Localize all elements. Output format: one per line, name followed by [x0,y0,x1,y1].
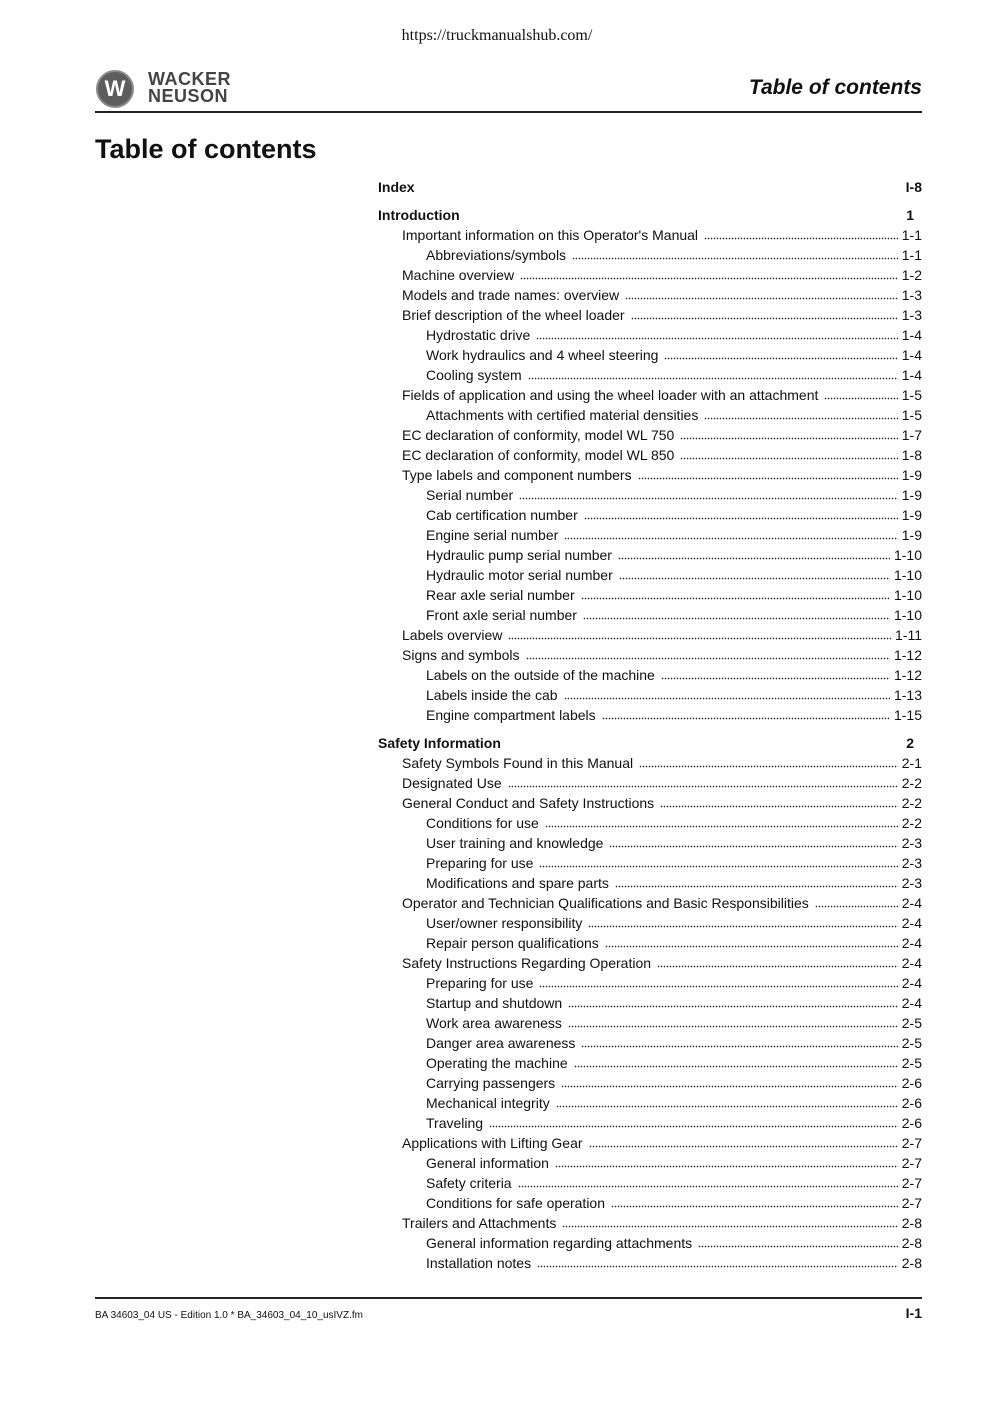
toc-entry-label: User/owner responsibility [426,915,583,931]
toc-entry[interactable] [426,932,922,952]
toc-entry-label: Brief description of the wheel loader [402,307,625,323]
toc-entry-page: 2-5 [901,1055,922,1071]
footer-page-number: I-1 [905,1305,922,1321]
logo-mark-icon [96,70,134,108]
toc-dot-leader [680,456,897,460]
toc-entry[interactable] [426,1052,922,1072]
toc-entry-page: 2-2 [901,775,922,791]
toc-entry[interactable] [426,812,922,832]
toc-dot-leader [584,516,898,520]
toc-entry-page: 2-4 [901,955,922,971]
toc-dot-leader [581,596,890,600]
toc-dot-leader [561,1084,898,1088]
toc-dot-leader [562,1224,897,1228]
toc-entry-label: Signs and symbols [402,647,520,663]
toc-entry-label: Index [378,179,415,195]
toc-entry[interactable] [426,544,922,564]
toc-entry[interactable] [426,1072,922,1092]
toc-entry-label: Preparing for use [426,855,534,871]
toc-entry-page: 1-3 [901,307,922,323]
toc-entry-label: Hydraulic pump serial number [426,547,612,563]
toc-entry-label: Hydraulic motor serial number [426,567,613,583]
toc-dot-leader [680,436,897,440]
toc-entry-label: Modifications and spare parts [426,875,609,891]
toc-entry[interactable] [426,1152,922,1172]
footer-document-id: BA 34603_04 US - Edition 1.0 * BA_34603_04_10_usIVZ.fm [95,1310,363,1321]
toc-entry-page: 1-1 [901,227,922,243]
toc-entry-page: 1-3 [901,287,922,303]
toc-dot-leader [588,924,897,928]
toc-entry-label: Safety Instructions Regarding Operation [402,955,652,971]
toc-entry[interactable] [402,792,922,812]
toc-entry-page: 2-5 [901,1015,922,1031]
toc-entry-label: Operating the machine [426,1055,568,1071]
toc-entry-page: 2-7 [901,1195,922,1211]
toc-dot-leader [657,964,898,968]
toc-entry-label: Work area awareness [426,1015,562,1031]
toc-entry[interactable] [402,384,922,404]
toc-dot-leader [536,336,898,340]
toc-entry-label: Safety Information [378,735,501,751]
toc-entry-page: 2-1 [901,755,922,771]
toc-entry-page: 2-8 [901,1235,922,1251]
toc-entry-page: 1-9 [901,487,922,503]
toc-entry-page: 2-4 [901,895,922,911]
toc-entry-label: Trailers and Attachments [402,1215,557,1231]
toc-dot-leader [625,296,898,300]
toc-entry-label: Carrying passengers [426,1075,556,1091]
toc-entry-label: Front axle serial number [426,607,577,623]
toc-entry-page: 1-5 [901,387,922,403]
toc-entry-label: Serial number [426,487,514,503]
toc-entry[interactable] [426,664,922,684]
toc-entry[interactable] [426,564,922,584]
toc-entry-label: General information [426,1155,549,1171]
toc-dot-leader [611,1204,898,1208]
toc-dot-leader [568,1024,898,1028]
toc-entry-page: I-8 [905,179,922,195]
toc-dot-leader [704,236,898,240]
toc-entry[interactable] [402,264,922,284]
header-divider [95,111,922,113]
toc-entry-page: 1-1 [901,247,922,263]
toc-entry[interactable] [402,772,922,792]
toc-entry-label: Fields of application and using the wheel loader with an attachment [402,387,819,403]
toc-dot-leader [568,1004,898,1008]
toc-dot-leader [638,476,898,480]
toc-entry[interactable] [426,852,922,872]
toc-entry-page: 2-7 [901,1155,922,1171]
toc-entry[interactable] [402,624,922,644]
toc-dot-leader [528,376,898,380]
toc-chapter-entry[interactable] [378,176,922,196]
toc-entry-page: 2-3 [901,835,922,851]
toc-entry-page: 2-6 [901,1075,922,1091]
toc-entry[interactable] [402,304,922,324]
toc-entry-page: 1-12 [893,647,922,663]
toc-entry-label: Models and trade names: overview [402,287,620,303]
toc-entry[interactable] [426,484,922,504]
toc-entry[interactable] [426,684,922,704]
toc-entry-page: 1-9 [901,467,922,483]
toc-dot-leader [661,676,890,680]
toc-entry-page: 1-15 [893,707,922,723]
toc-entry[interactable] [426,364,922,384]
toc-chapter-entry[interactable] [378,204,922,224]
logo-line-1: WACKER [148,69,231,89]
toc-entry[interactable] [426,912,922,932]
toc-entry-label: Repair person qualifications [426,935,599,951]
toc-entry[interactable] [402,752,922,772]
toc-dot-leader [609,844,897,848]
toc-entry-page: 1-7 [901,427,922,443]
toc-dot-leader [581,1044,897,1048]
toc-entry-page: 1-5 [901,407,922,423]
toc-entry[interactable] [426,244,922,264]
toc-entry[interactable] [426,872,922,892]
toc-entry-label: Work hydraulics and 4 wheel steering [426,347,659,363]
logo-wordmark [148,71,231,105]
toc-entry[interactable] [426,504,922,524]
toc-entry[interactable] [402,464,922,484]
toc-entry[interactable] [402,224,922,244]
toc-dot-leader [631,316,898,320]
toc-entry-label: General Conduct and Safety Instructions [402,795,655,811]
toc-dot-leader [605,944,898,948]
toc-entry-page: 2 [906,735,914,751]
toc-entry-page: 2-5 [901,1035,922,1051]
toc-entry-label: Applications with Lifting Gear [402,1135,583,1151]
toc-entry-label: Cooling system [426,367,522,383]
toc-dot-leader [583,616,890,620]
toc-dot-leader [660,804,898,808]
toc-entry-label: Preparing for use [426,975,534,991]
toc-dot-leader [537,1264,898,1268]
toc-dot-leader [508,784,898,788]
toc-dot-leader [704,416,897,420]
toc-entry-label: EC declaration of conformity, model WL 750 [402,427,675,443]
toc-dot-leader [698,1244,898,1248]
toc-entry-page: 2-8 [901,1255,922,1271]
toc-dot-leader [564,536,897,540]
toc-entry-label: Attachments with certified material densities [426,407,699,423]
toc-dot-leader [545,824,898,828]
toc-entry-page: 2-7 [901,1135,922,1151]
logo-mark-letter: W [104,76,126,101]
wacker-neuson-logo [96,70,246,112]
toc-entry[interactable] [426,324,922,344]
toc-dot-leader [602,716,890,720]
toc-entry[interactable] [426,972,922,992]
toc-entry-label: Conditions for use [426,815,539,831]
toc-entry[interactable] [426,1192,922,1212]
toc-entry[interactable] [426,1092,922,1112]
toc-dot-leader [556,1104,898,1108]
toc-entry[interactable] [426,404,922,424]
toc-entry-label: Cab certification number [426,507,578,523]
toc-entry-page: 1 [906,207,914,223]
toc-entry[interactable] [426,1252,922,1272]
toc-entry-page: 1-4 [901,327,922,343]
toc-entry[interactable] [426,524,922,544]
toc-entry[interactable] [426,832,922,852]
toc-dot-leader [619,576,890,580]
toc-dot-leader [615,884,898,888]
toc-dot-leader [824,396,897,400]
toc-entry-label: EC declaration of conformity, model WL 850 [402,447,675,463]
toc-entry[interactable] [426,1112,922,1132]
toc-entry[interactable] [402,644,922,664]
toc-entry[interactable] [426,704,922,724]
toc-dot-leader [519,496,898,500]
logo-line-2: NEUSON [148,86,229,106]
toc-entry-label: User training and knowledge [426,835,604,851]
toc-entry-label: Operator and Technician Qualifications and Basic Responsibilities [402,895,809,911]
toc-entry-page: 1-10 [893,547,922,563]
toc-entry[interactable] [402,284,922,304]
toc-entry-label: Installation notes [426,1255,532,1271]
toc-entry-page: 1-8 [901,447,922,463]
toc-dot-leader [520,276,898,280]
toc-entry-label: Designated Use [402,775,502,791]
toc-entry-label: Important information on this Operator's Manual [402,227,699,243]
toc-entry-page: 2-3 [901,875,922,891]
toc-entry-page: 1-9 [901,507,922,523]
toc-entry-page: 2-4 [901,915,922,931]
toc-entry-page: 2-4 [901,935,922,951]
toc-entry[interactable] [426,604,922,624]
toc-entry[interactable] [402,1132,922,1152]
toc-dot-leader [539,864,897,868]
toc-entry-label: Labels inside the cab [426,687,558,703]
toc-entry-page: 1-12 [893,667,922,683]
toc-entry-label: Traveling [426,1115,484,1131]
toc-entry-page: 2-6 [901,1095,922,1111]
toc-entry-label: Labels overview [402,627,503,643]
toc-entry-page: 2-2 [901,795,922,811]
toc-entry-label: Labels on the outside of the machine [426,667,655,683]
toc-dot-leader [539,984,897,988]
toc-entry-label: Machine overview [402,267,515,283]
toc-entry-page: 2-8 [901,1215,922,1231]
toc-chapter-entry[interactable] [378,732,922,752]
toc-dot-leader [815,904,898,908]
toc-dot-leader [639,764,898,768]
toc-dot-leader [555,1164,898,1168]
toc-entry-label: Conditions for safe operation [426,1195,605,1211]
toc-entry-page: 2-2 [901,815,922,831]
toc-entry-page: 2-4 [901,975,922,991]
toc-entry[interactable] [426,584,922,604]
toc-entry[interactable] [426,992,922,1012]
toc-entry-page: 1-11 [895,627,922,643]
toc-entry-label: Danger area awareness [426,1035,576,1051]
toc-dot-leader [572,256,898,260]
toc-entry-page: 2-4 [901,995,922,1011]
toc-dot-leader [664,356,897,360]
toc-entry-label: General information regarding attachments [426,1235,693,1251]
toc-entry[interactable] [402,444,922,464]
toc-entry-label: Mechanical integrity [426,1095,550,1111]
toc-entry-page: 1-4 [901,367,922,383]
toc-entry-page: 1-10 [893,607,922,623]
toc-entry-label: Safety Symbols Found in this Manual [402,755,634,771]
toc-dot-leader [508,636,891,640]
toc-entry-page: 1-10 [893,567,922,583]
toc-entry-label: Safety criteria [426,1175,512,1191]
page-title: Table of contents [95,134,317,164]
source-url[interactable]: https://truckmanualshub.com/ [401,27,593,44]
toc-entry-label: Startup and shutdown [426,995,563,1011]
toc-entry[interactable] [402,424,922,444]
toc-entry-page: 2-3 [901,855,922,871]
toc-dot-leader [564,696,890,700]
toc-dot-leader [618,556,890,560]
toc-entry-label: Abbreviations/symbols [426,247,567,263]
toc-entry[interactable] [426,1032,922,1052]
toc-entry-page: 2-6 [901,1115,922,1131]
footer-divider [95,1297,922,1299]
toc-entry-label: Type labels and component numbers [402,467,632,483]
toc-dot-leader [518,1184,898,1188]
toc-entry-label: Introduction [378,207,460,223]
toc-entry[interactable] [426,344,922,364]
toc-entry[interactable] [426,1232,922,1252]
toc-entry[interactable] [426,1172,922,1192]
toc-entry-label: Engine serial number [426,527,559,543]
toc-entry[interactable] [426,1012,922,1032]
toc-dot-leader [489,1124,898,1128]
toc-entry-label: Hydrostatic drive [426,327,531,343]
toc-entry[interactable] [402,1212,922,1232]
toc-entry-page: 2-7 [901,1175,922,1191]
toc-entry-page: 1-4 [901,347,922,363]
toc-dot-leader [574,1064,898,1068]
toc-entry-page: 1-9 [901,527,922,543]
toc-entry[interactable] [402,892,922,912]
toc-dot-leader [589,1144,898,1148]
toc-entry-label: Rear axle serial number [426,587,575,603]
toc-entry-page: 1-10 [893,587,922,603]
toc-entry-page: 1-13 [893,687,922,703]
toc-entry-label: Engine compartment labels [426,707,596,723]
toc-entry[interactable] [402,952,922,972]
toc-dot-leader [526,656,890,660]
toc-entry-page: 1-2 [901,267,922,283]
header-section-title: Table of contents [748,76,922,99]
